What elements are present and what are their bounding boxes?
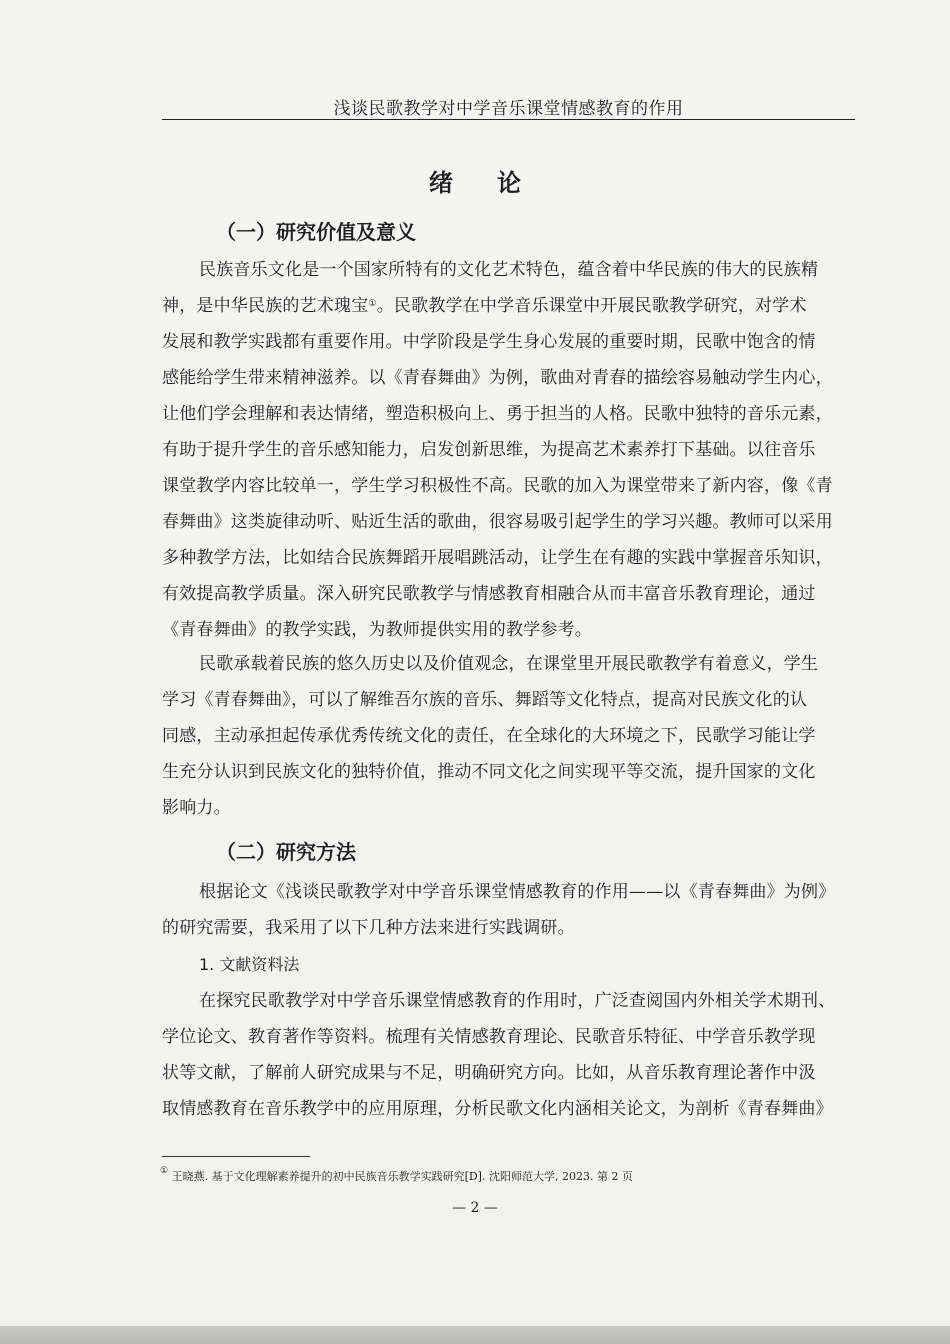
text-line: 课堂教学内容比较单一，学生学习积极性不高。民歌的加入为课堂带来了新内容，像《青	[162, 476, 833, 496]
paragraph-methods-intro	[162, 874, 855, 946]
footnote-text: 王晓燕. 基于文化理解素养提升的初中民族音乐教学实践研究[D]. 沈阳师范大学, 2023. 第 2 页	[171, 1170, 633, 1183]
text-line	[162, 288, 855, 324]
text-line: 状等文献，了解前人研究成果与不足，明确研究方向。比如，从音乐教育理论著作中汲	[162, 1063, 816, 1083]
text-line: 影响力。	[162, 798, 231, 818]
section-heading-value: （一）研究价值及意义	[216, 220, 416, 244]
chapter-title: 绪论	[429, 169, 565, 197]
text-line: 民歌承载着民族的悠久历史以及价值观念，在课堂里开展民歌教学有着意义，学生	[199, 654, 819, 674]
footnote-marker: ①	[160, 1166, 169, 1176]
text-fragment: 神，是中华民族的艺术瑰宝	[162, 296, 369, 316]
text-line: 有效提高教学质量。深入研究民歌教学与情感教育相融合从而丰富音乐教育理论，通过	[162, 584, 816, 604]
text-line: 有助于提升学生的音乐感知能力，启发创新思维，为提高艺术素养打下基础。以往音乐	[162, 440, 816, 460]
text-line: 的研究需要，我采用了以下几种方法来进行实践调研。	[162, 918, 575, 938]
subheading-literature-method: 1. 文献资料法	[199, 955, 300, 974]
footnote-marker[interactable]: ①	[368, 299, 377, 309]
text-line: 学位论文、教育著作等资料。梳理有关情感教育理论、民歌音乐特征、中学音乐教学现	[162, 1027, 816, 1047]
text-line: 在探究民歌教学对中学音乐课堂情感教育的作用时，广泛查阅国内外相关学术期刊、	[199, 991, 836, 1011]
text-line: 同感，主动承担起传承优秀传统文化的责任，在全球化的大环境之下，民歌学习能让学	[162, 726, 816, 746]
text-line: 民族音乐文化是一个国家所特有的文化艺术特色，蕴含着中华民族的伟大的民族精	[199, 260, 819, 280]
footnote	[160, 1168, 633, 1184]
page-number: — 2 —	[452, 1200, 498, 1216]
text-line: 发展和教学实践都有重要作用。中学阶段是学生身心发展的重要时期，民歌中饱含的情	[162, 332, 816, 352]
text-line: 让他们学会理解和表达情绪，塑造积极向上、勇于担当的人格。民歌中独特的音乐元素，	[162, 404, 833, 424]
paragraph-literature-method	[162, 983, 855, 1127]
running-header: 浅谈民歌教学对中学音乐课堂情感教育的作用	[333, 99, 684, 119]
section-heading-methods: （二）研究方法	[216, 840, 356, 864]
text-line: 学习《青春舞曲》，可以了解维吾尔族的音乐、舞蹈等文化特点，提高对民族文化的认	[162, 690, 808, 710]
header-rule	[162, 119, 855, 120]
text-line: 感能给学生带来精神滋养。以《青春舞曲》为例，歌曲对青春的描绘容易触动学生内心，	[162, 368, 833, 388]
text-line: 生充分认识到民族文化的独特价值，推动不同文化之间实现平等交流，提升国家的文化	[162, 762, 816, 782]
text-line: 取情感教育在音乐教学中的应用原理，分析民歌文化内涵相关论文，为剖析《青春舞曲》	[162, 1099, 833, 1119]
scan-edge	[0, 1326, 950, 1344]
text-fragment: 。民歌教学在中学音乐课堂中开展民歌教学研究，对学术	[376, 296, 807, 316]
footnote-rule	[162, 1156, 310, 1157]
text-line: 根据论文《浅谈民歌教学对中学音乐课堂情感教育的作用——以《青春舞曲》为例》	[199, 882, 836, 902]
text-line: 春舞曲》这类旋律动听、贴近生活的歌曲，很容易吸引起学生的学习兴趣。教师可以采用	[162, 512, 833, 532]
paragraph-research-significance	[162, 646, 855, 826]
text-line: 多种教学方法，比如结合民族舞蹈开展唱跳活动，让学生在有趣的实践中掌握音乐知识，	[162, 548, 833, 568]
text-line: 《青春舞曲》的教学实践，为教师提供实用的教学参考。	[162, 620, 592, 640]
paragraph-research-value	[162, 252, 855, 684]
